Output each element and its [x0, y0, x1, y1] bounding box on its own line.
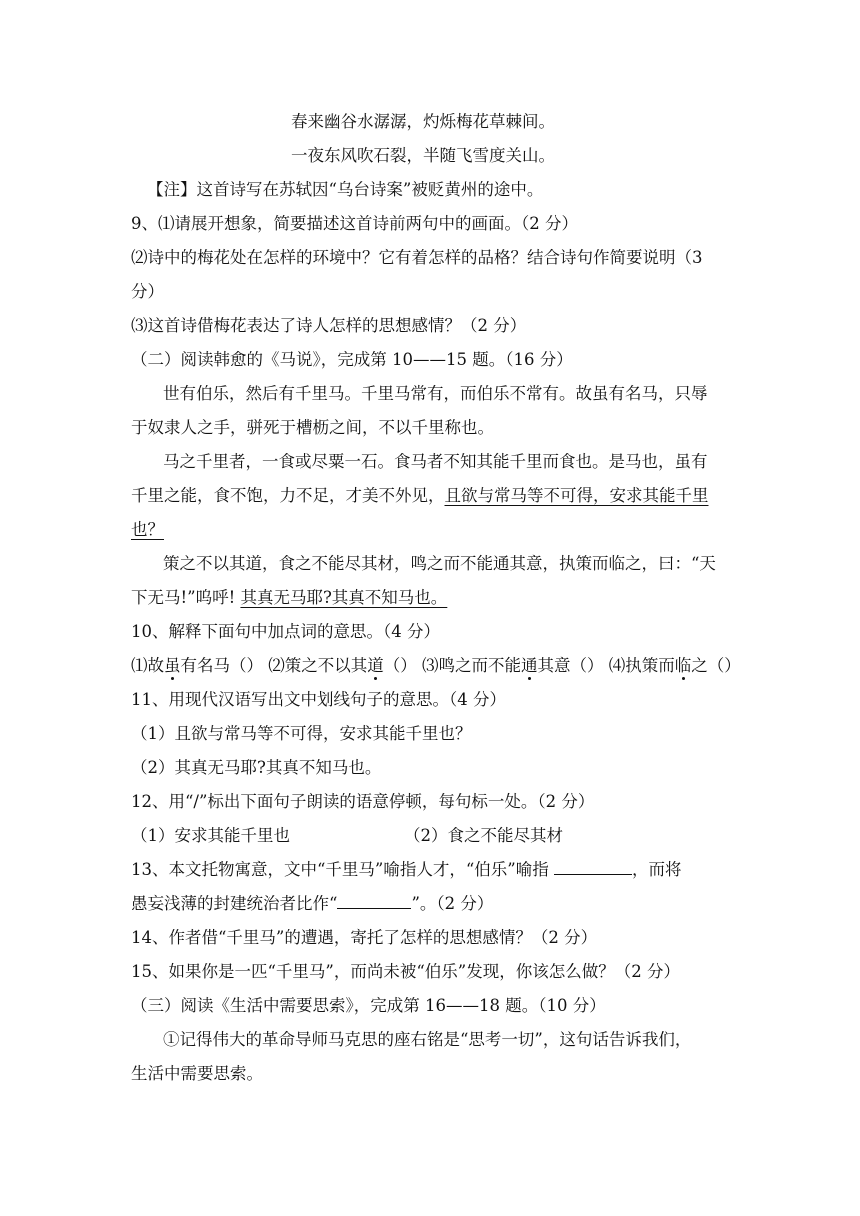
- question-11-sentence-1: （1）且欲与常马等不可得，安求其能千里也？: [131, 724, 472, 743]
- article-paragraph-1-cont: 生活中需要思索。: [131, 1064, 263, 1083]
- mashuo-paragraph-3-cont: [131, 586, 447, 610]
- mashuo-paragraph-1: 世有伯乐，然后有千里马。千里马常有，而伯乐不常有。故虽有名马，只辱: [163, 384, 708, 403]
- question-9-part-2: ⑵诗中的梅花处在怎样的环境中？它有着怎样的品格？结合诗句作简要说明（3: [131, 248, 703, 267]
- item-1: ⑴故虽有名马（）: [131, 656, 263, 675]
- question-10-items: [131, 654, 741, 678]
- answer-blank[interactable]: [337, 892, 411, 909]
- underlined-sentence-1-end: 也？: [131, 520, 164, 539]
- question-9-part-1: 9、⑴请展开想象，简要描述这首诗前两句中的画面。（2 分）: [131, 214, 578, 233]
- item-2: ⑵策之不以其道（）: [268, 656, 417, 675]
- poem-line-2: 一夜东风吹石裂，半随飞雪度关山。: [291, 146, 555, 165]
- mashuo-paragraph-3: 策之不以其道，食之不能尽其材，鸣之而不能通其意，执策而临之，曰：“天: [163, 554, 716, 573]
- mashuo-paragraph-1-cont: 于奴隶人之手，骈死于槽枥之间，不以千里称也。: [131, 418, 494, 437]
- poem-note: 【注】这首诗写在苏轼因“乌台诗案”被贬黄州的途中。: [147, 180, 544, 199]
- question-12-sentence-2: （2）食之不能尽其材: [404, 826, 563, 845]
- section-2-heading: （二）阅读韩愈的《马说》，完成第 10——15 题。（16 分）: [131, 350, 573, 369]
- mashuo-paragraph-2-cont: [131, 484, 709, 508]
- paragraph-text: 千里之能，食不饱，力不足，才美不外见，: [131, 486, 445, 505]
- section-3-heading: （三）阅读《生活中需要思索》，完成第 16——18 题。（10 分）: [131, 996, 606, 1015]
- dotted-word: 虽: [164, 656, 181, 675]
- article-paragraph-1: ①记得伟大的革命导师马克思的座右铭是“思考一切”，这句话告诉我们，: [163, 1030, 692, 1049]
- question-15: 15、如果你是一匹“千里马”，而尚未被“伯乐”发现，你该怎么做？（2 分）: [131, 962, 680, 981]
- dotted-word: 通: [521, 656, 538, 675]
- poem-line-1: 春来幽谷水潺潺，灼烁梅花草棘间。: [291, 112, 555, 131]
- question-11-title: 11、用现代汉语写出文中划线句子的意思。（4 分）: [131, 690, 506, 709]
- mashuo-paragraph-2: 马之千里者，一食或尽粟一石。食马者不知其能千里而食也。是马也，虽有: [163, 452, 708, 471]
- item-3: ⑶鸣之而不能通其意（）: [422, 656, 604, 675]
- question-12-sentence-1: （1）安求其能千里也: [131, 826, 290, 845]
- question-12-title: 12、用“/”标出下面句子朗读的语意停顿，每句标一处。（2 分）: [131, 792, 595, 811]
- mashuo-paragraph-2-end: [131, 518, 164, 542]
- question-13-line-1: 13、本文托物寓意，文中“千里马”喻指人才，“伯乐”喻指 ，而将: [131, 860, 682, 879]
- item-4: ⑷执策而临之（）: [608, 656, 741, 675]
- dotted-word: 道: [367, 656, 384, 675]
- question-9-part-2-cont: 分）: [131, 282, 164, 301]
- question-9-part-3: ⑶这首诗借梅花表达了诗人怎样的思想感情？（2 分）: [131, 316, 527, 335]
- paragraph-text: 下无马!”呜呼!: [131, 588, 241, 607]
- question-11-sentence-2: （2）其真无马耶?其真不知马也。: [131, 758, 382, 777]
- answer-blank[interactable]: [554, 858, 632, 875]
- underlined-sentence-1: 且欲与常马等不可得，安求其能千里: [444, 486, 709, 505]
- question-10-title: 10、解释下面句中加点词的意思。（4 分）: [131, 622, 440, 641]
- dotted-word: 临: [674, 656, 692, 675]
- question-13-line-2: 愚妄浅薄的封建统治者比作“ ”。（2 分）: [131, 894, 494, 913]
- underlined-sentence-2: 其真无马耶?其真不知马也。: [240, 588, 448, 607]
- question-14: 14、作者借“千里马”的遭遇，寄托了怎样的思想感情？（2 分）: [131, 928, 598, 947]
